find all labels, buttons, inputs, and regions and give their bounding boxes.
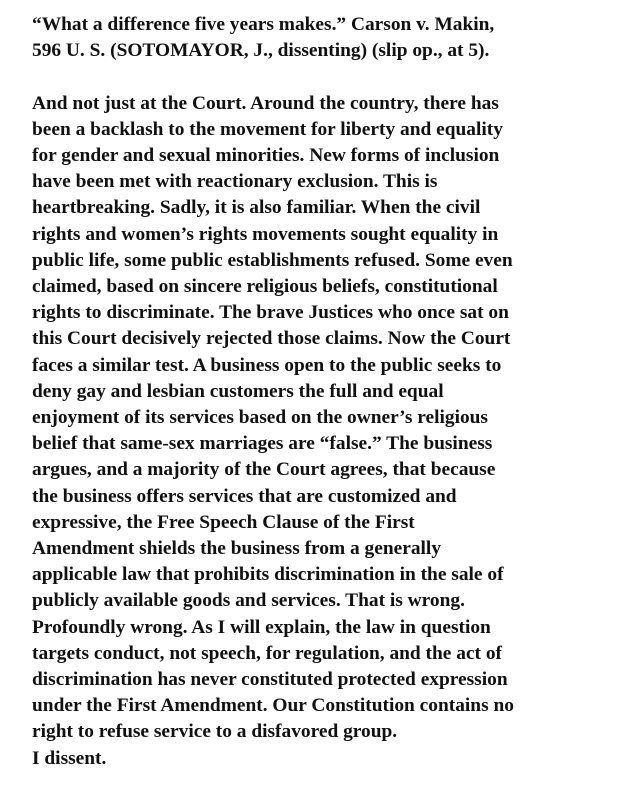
body-line: publicly available goods and services. That is wrong. — [32, 590, 465, 612]
body-line: deny gay and lesbian customers the full and equal — [32, 380, 444, 402]
body-line: the business offers services that are customized and — [32, 485, 457, 507]
paragraph-gap — [32, 64, 612, 90]
body-line: applicable law that prohibits discrimination in the sale of — [32, 564, 504, 586]
body-line: argues, and a majority of the Court agrees, that because — [32, 459, 496, 481]
body-line: rights to discriminate. The brave Justices who once sat on — [32, 302, 509, 324]
dissent-paragraph — [32, 91, 612, 772]
body-line: heartbreaking. Sadly, it is also familiar. When the civil — [32, 197, 481, 219]
body-line: claimed, based on sincere religious beliefs, constitutional — [32, 276, 498, 298]
body-line: faces a similar test. A business open to the public seeks to — [32, 354, 502, 376]
document-page — [32, 12, 612, 772]
body-line: Profoundly wrong. As I will explain, the law in question — [32, 616, 491, 638]
body-line: been a backlash to the movement for liberty and equality — [32, 118, 503, 140]
body-line: Amendment shields the business from a generally — [32, 538, 442, 560]
body-line: discrimination has never constituted protected expression — [32, 669, 508, 691]
body-line: this Court decisively rejected those claims. Now the Court — [32, 328, 511, 350]
citation-line: 596 U. S. (SOTOMAYOR, J., dissenting) (slip op., at 5). — [32, 40, 490, 62]
body-line: targets conduct, not speech, for regulation, and the act of — [32, 642, 503, 664]
body-line: expressive, the Free Speech Clause of the First — [32, 511, 415, 533]
body-line: right to refuse service to a disfavored group. — [32, 721, 398, 743]
body-line: have been met with reactionary exclusion. This is — [32, 171, 438, 193]
body-line: enjoyment of its services based on the owner’s religious — [32, 407, 488, 429]
citation-line: “What a difference five years makes.” Carson v. Makin, — [32, 14, 495, 35]
citation-paragraph — [32, 12, 612, 64]
body-line: rights and women’s rights movements sought equality in — [32, 223, 499, 245]
body-line: belief that same-sex marriages are “false.” The business — [32, 433, 493, 455]
body-line: public life, some public establishments refused. Some even — [32, 249, 513, 271]
body-line: for gender and sexual minorities. New forms of inclusion — [32, 145, 500, 166]
body-line: And not just at the Court. Around the country, there has — [32, 92, 499, 114]
closing-line: I dissent. — [32, 747, 107, 769]
body-line: under the First Amendment. Our Constitution contains no — [32, 695, 514, 717]
